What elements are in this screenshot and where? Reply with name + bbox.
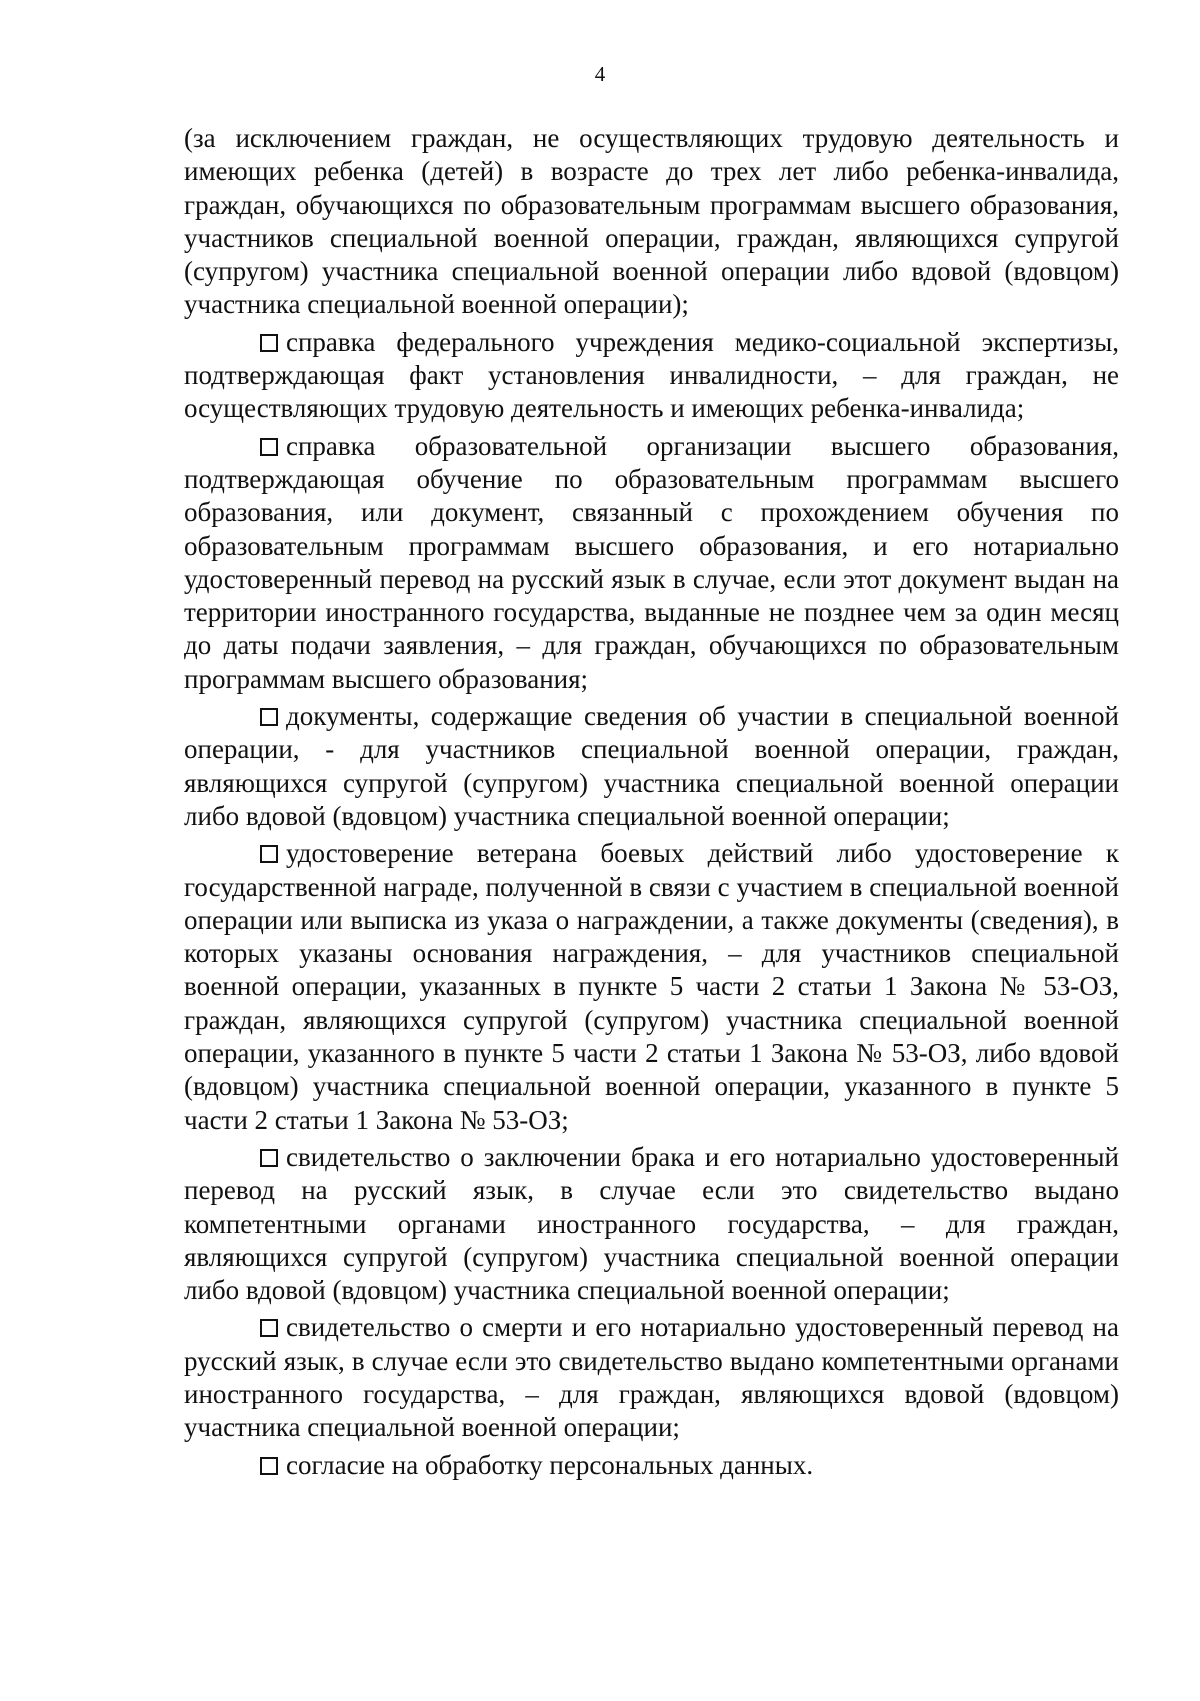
paragraph-continuation (184, 122, 1119, 322)
paragraph-text: (за исключением граждан, не осуществляющих трудовую деятельность и имеющих ребенка (детей) в возрасте до трех лет либо ребенка-инвалида, граждан, обучающихся по образовательным программам высшего образования, участников специальной военной операции, граждан, являющихся супругой (супругом) участника специальной военной операции либо вдовой (вдовцом) участника специальной военной операции); (184, 123, 1119, 320)
list-item-svo-participation-documents (184, 700, 1119, 833)
list-item-disability-certificate (184, 326, 1119, 426)
document-body (184, 122, 1119, 1486)
paragraph-text: согласие на обработку персональных данных. (286, 1449, 814, 1480)
paragraph-text: справка федерального учреждения медико-социальной экспертизы, подтверждающая факт установления инвалидности, – для граждан, не осуществляющих трудовую деятельность и имеющих ребенка-инвалида; (184, 326, 1119, 424)
list-item-marriage-certificate (184, 1141, 1119, 1307)
paragraph-text: удостоверение ветерана боевых действий либо удостоверение к государственной награде, полученной в связи с участием в специальной военной операции или выписка из указа о награждении, а также документы (сведения), в которых указаны основания награждения, – для участников специальной военной операции, указанных в пункте 5 части 2 статьи 1 Закона № 53-ОЗ, граждан, являющихся супругой (супругом) участника специальной военной операции, указанного в пункте 5 части 2 статьи 1 Закона № 53-ОЗ, либо вдовой (вдовцом) участника специальной военной операции, указанного в пункте 5 части 2 статьи 1 Закона № 53-ОЗ; (184, 838, 1119, 1135)
checkbox-icon[interactable] (260, 438, 278, 456)
list-item-veteran-certificate (184, 837, 1119, 1137)
checkbox-icon[interactable] (260, 334, 278, 352)
checkbox-icon[interactable] (260, 845, 278, 863)
paragraph-text: свидетельство о заключении брака и его нотариально удостоверенный перевод на русский язык, в случае если это свидетельство выдано компетентными органами иностранного государства, – для граждан, являющихся супругой (супругом) участника специальной военной операции либо вдовой (вдовцом) участника специальной военной операции; (184, 1141, 1119, 1306)
paragraph-text: свидетельство о смерти и его нотариально удостоверенный перевод на русский язык, в случае если это свидетельство выдано компетентными органами иностранного государства, – для граждан, являющихся вдовой (вдовцом) участника специальной военной операции; (184, 1312, 1119, 1443)
checkbox-icon[interactable] (260, 1149, 278, 1167)
list-item-personal-data-consent (184, 1449, 1119, 1482)
checkbox-icon[interactable] (260, 1457, 278, 1475)
page-number: 4 (594, 62, 606, 86)
list-item-death-certificate (184, 1311, 1119, 1444)
checkbox-icon[interactable] (260, 1319, 278, 1337)
paragraph-text: справка образовательной организации высшего образования, подтверждающая обучение по образовательным программам высшего образования, или документ, связанный с прохождением обучения по образовательным программам высшего образования, и его нотариально удостоверенный перевод на русский язык в случае, если этот документ выдан на территории иностранного государства, выданные не позднее чем за один месяц до даты подачи заявления, – для граждан, обучающихся по образовательным программам высшего образования; (184, 430, 1119, 694)
list-item-education-certificate (184, 430, 1119, 696)
checkbox-icon[interactable] (260, 708, 278, 726)
paragraph-text: документы, содержащие сведения об участии в специальной военной операции, - для участников специальной военной операции, граждан, являющихся супругой (супругом) участника специальной военной операции либо вдовой (вдовцом) участника специальной военной операции; (184, 701, 1119, 831)
